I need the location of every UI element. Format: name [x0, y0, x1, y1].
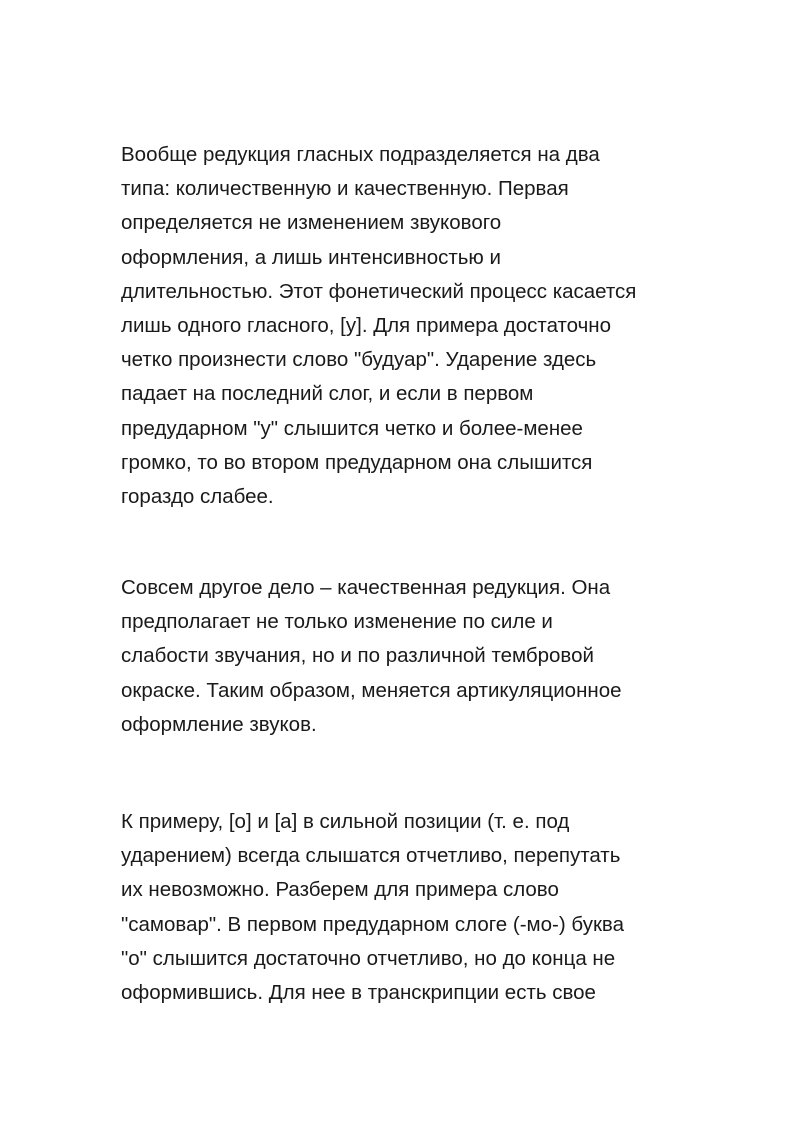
text-line: их невозможно. Разберем для примера слово [121, 878, 559, 902]
text-line: четко произнести слово "будуар". Ударение здесь [121, 348, 597, 372]
text-line: оформление звуков. [121, 712, 317, 736]
text-line: "о" слышится достаточно отчетливо, но до конца не [121, 946, 616, 970]
text-line: слабости звучания, но и по различной тембровой [121, 644, 594, 668]
text-line: длительностью. Этот фонетический процесс касается [121, 279, 637, 303]
text-line: Вообще редукция гласных подразделяется на два [121, 143, 600, 166]
text-line: гораздо слабее. [121, 484, 274, 508]
paragraph-qualitative-reduction [121, 571, 681, 742]
text-line: оформления, а лишь интенсивностью и [121, 245, 501, 269]
text-line: предударном "у" слышится четко и более-менее [121, 416, 583, 440]
text-line: падает на последний слог, и если в первом [121, 382, 534, 406]
text-line: типа: количественную и качественную. Первая [121, 177, 569, 201]
text-line: "самовар". В первом предударном слоге (-мо-) буква [121, 912, 624, 936]
text-line: Совсем другое дело – качественная редукция. Она [121, 576, 611, 599]
text-line: определяется не изменением звукового [121, 211, 502, 235]
text-line: ударением) всегда слышатся отчетливо, перепутать [121, 844, 621, 868]
text-line: К примеру, [о] и [а] в сильной позиции (т. е. под [121, 810, 570, 833]
paragraph-example [121, 805, 681, 1010]
text-line: предполагает не только изменение по силе и [121, 610, 553, 634]
text-line: громко, то во втором предударном она слышится [121, 450, 593, 474]
paragraph-reduction-types [121, 138, 681, 514]
text-line: лишь одного гласного, [у]. Для примера достаточно [121, 313, 612, 337]
text-line: оформившись. Для нее в транскрипции есть свое [121, 980, 596, 1004]
text-line: окраске. Таким образом, меняется артикуляционное [121, 678, 622, 702]
